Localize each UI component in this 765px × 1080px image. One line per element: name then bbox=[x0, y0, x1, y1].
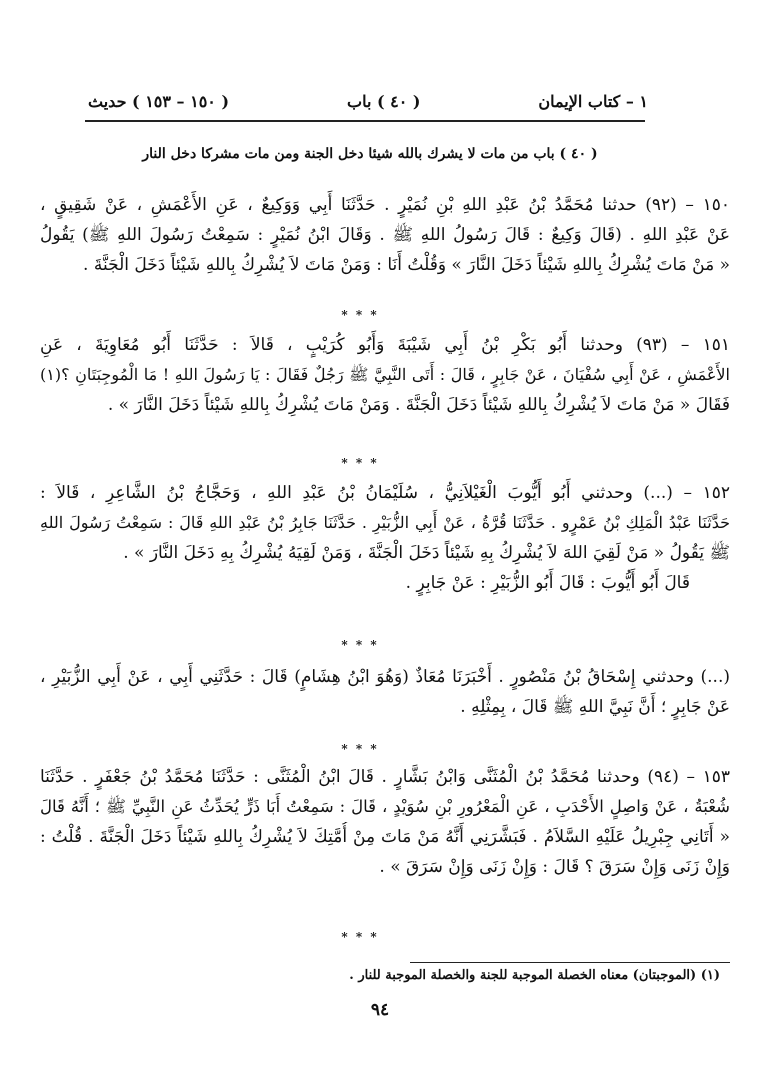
header-chapter-ref: ( ٤٠ ) باب bbox=[347, 91, 421, 111]
text-line: ١٥٠ – (٩٢) حدثنا مُحَمَّدُ بْنُ عَبْدِ اللهِ بْنِ نُمَيْرٍ . حَدَّثَنَا أَبِي وَوَكِيعٌ ، عَنِ الأَعْمَشِ ، عَنْ شَقِيقٍ ، bbox=[40, 195, 730, 215]
text-line: ﷺ يَقُولُ « مَنْ لَقِيَ اللهَ لاَ يُشْرِكُ بِهِ شَيْئاً دَخَلَ الْجَنَّةَ ، وَمَنْ لَقِيَهُ يُشْرِكُ بِهِ دَخَلَ النَّارَ » . bbox=[123, 543, 730, 563]
header-hadith-range: ( ١٥٠ – ١٥٣ ) حديث bbox=[88, 91, 230, 111]
text-line: وَإِنْ زَنَى وَإِنْ سَرَقَ ؟ قَالَ : وَإِنْ زَنَى وَإِنْ سَرَقَ » . bbox=[379, 857, 730, 877]
page-number: ٩٤ bbox=[370, 1000, 390, 1020]
text-line: ١٥٣ – (٩٤) وحدثنا مُحَمَّدُ بْنُ الْمُثَنَّى وَابْنُ بَشَّارٍ . قَالَ ابْنُ الْمُثَنَّى : حَدَّثَنَا مُحَمَّدُ بْنُ جَعْفَرٍ . حَدَّثَنَا bbox=[40, 767, 730, 787]
section-separator: * * * bbox=[341, 742, 379, 756]
section-separator: * * * bbox=[341, 638, 379, 652]
hadith-152-chain bbox=[40, 662, 730, 722]
text-line: « مَنْ مَاتَ يُشْرِكُ بِاللهِ شَيْئاً دَخَلَ النَّارَ » وَقُلْتُ أَنَا : وَمَنْ مَاتَ لاَ يُشْرِكُ بِاللهِ شَيْئاً دَخَلَ الْجَنَّةَ . bbox=[83, 255, 730, 275]
text-line: عَنْ عَبْدِ اللهِ . (قَالَ وَكِيعٌ : قَالَ رَسُولُ اللهِ ﷺ . وَقَالَ ابْنُ نُمَيْرٍ : سَمِعْتُ رَسُولَ اللهِ ﷺ) يَقُولُ bbox=[40, 225, 730, 245]
hadith-153 bbox=[40, 762, 730, 882]
hadith-151 bbox=[40, 330, 730, 420]
section-separator: * * * bbox=[341, 308, 379, 322]
text-line: فَقَالَ « مَنْ مَاتَ لاَ يُشْرِكُ بِاللهِ شَيْئاً دَخَلَ الْجَنَّةَ . وَمَنْ مَاتَ يُشْرِكُ بِاللهِ شَيْئاً دَخَلَ النَّارَ » . bbox=[107, 395, 730, 415]
hadith-152 bbox=[40, 478, 730, 598]
text-line: عَنْ جَابِرٍ ؛ أَنَّ نَبِيَّ اللهِ ﷺ قَالَ ، بِمِثْلِهِ . bbox=[460, 697, 730, 717]
text-line: ١٥١ – (٩٣) وحدثنا أَبُو بَكْرِ بْنُ أَبِي شَيْبَةَ وَأَبُو كُرَيْبٍ ، قَالاَ : حَدَّثَنَا أَبُو مُعَاوِيَةَ ، عَنِ bbox=[40, 335, 730, 355]
text-line: حَدَّثَنَا عَبْدُ الْمَلِكِ بْنُ عَمْرٍو . حَدَّثَنَا قُرَّةُ ، عَنْ أَبِي الزُّبَيْرِ . حَدَّثَنَا جَابِرُ بْنُ عَبْدِ اللهِ قَالَ : سَمِعْتُ رَسُولَ اللهِ bbox=[40, 513, 730, 532]
header-book-title: ١ – كتاب الإيمان bbox=[538, 91, 648, 111]
header-rule bbox=[85, 120, 645, 122]
running-header bbox=[88, 86, 648, 116]
text-line: « أَتَانِي جِبْرِيلُ عَلَيْهِ السَّلاَمُ . فَبَشَّرَنِي أَنَّهُ مَنْ مَاتَ مِنْ أُمَّتِكَ لاَ يُشْرِكُ بِاللهِ شَيْئاً دَخَلَ الْجَنَّةَ . قُلْتُ : bbox=[40, 827, 730, 847]
section-separator: * * * bbox=[341, 930, 379, 944]
footnote: (١) (الموجبتان) معناه الخصلة الموجبة للجنة والخصلة الموجبة للنار . bbox=[349, 968, 720, 983]
text-line: الأَعْمَشِ ، عَنْ أَبِي سُفْيَانَ ، عَنْ جَابِرٍ ، قَالَ : أَتَى النَّبِيَّ ﷺ رَجُلٌ فَقَالَ : يَا رَسُولَ اللهِ ! مَا الْمُوجِبَتَانِ ؟(١) bbox=[40, 365, 730, 384]
chapter-title: ( ٤٠ ) باب من مات لا يشرك بالله شيئا دخل الجنة ومن مات مشركا دخل النار bbox=[142, 146, 598, 162]
footnote-rule bbox=[410, 962, 730, 963]
text-line: شُعْبَةُ ، عَنْ وَاصِلٍ الأَحْدَبِ ، عَنِ الْمَعْرُورِ بْنِ سُوَيْدٍ ، قَالَ : سَمِعْتُ أَبَا ذَرٍّ يُحَدِّثُ عَنِ النَّبِيِّ ﷺ ؛ أَنَّهُ قَالَ bbox=[40, 797, 730, 816]
text-line: (...) وحدثني إِسْحَاقُ بْنُ مَنْصُورٍ . أَخْبَرَنَا مُعَاذٌ (وَهُوَ ابْنُ هِشَامٍ) قَالَ : حَدَّثَنِي أَبِي ، عَنْ أَبِي الزُّبَيْرِ ، bbox=[40, 667, 730, 687]
hadith-150 bbox=[40, 190, 730, 280]
section-separator: * * * bbox=[341, 456, 379, 470]
text-line: قَالَ أَبُو أَيُّوبَ : قَالَ أَبُو الزُّبَيْرِ : عَنْ جَابِرٍ . bbox=[405, 573, 690, 593]
text-line: ١٥٢ – (...) وحدثني أَبُو أَيُّوبَ الْغَيْلاَنِيُّ ، سُلَيْمَانُ بْنُ عَبْدِ اللهِ ، وَحَجَّاجُ بْنُ الشَّاعِرِ ، قَالاَ : bbox=[40, 483, 730, 503]
